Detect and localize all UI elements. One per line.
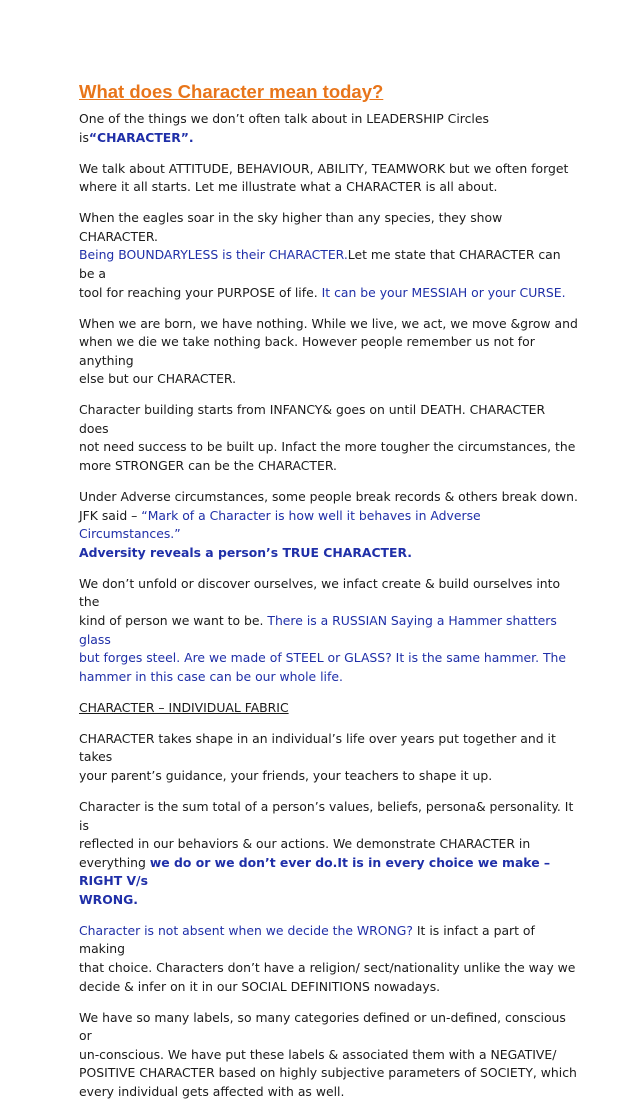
paragraph-labels: We have so many labels, so many categories defined or un-defined, conscious or un-conscious. We have put these labels & associated them with a NEGATIVE/ POSITIVE CHARACTER based on highly subjective parameters of SOCIETY, which every individual gets affected with as well. <box>79 1009 577 1100</box>
page-title: What does Character mean today? <box>79 81 384 102</box>
paragraph-sum-total <box>79 798 578 910</box>
intro-highlight: “CHARACTER”. <box>88 129 194 145</box>
jfk-quote: “Mark of a Character is how well it behaves in Adverse Circumstances.” <box>79 507 481 542</box>
wrong-text: It is infact a part of making that choice. Characters don’t have a religion/ sect/nationality unlike the way we decide & infer on it in our SOCIAL DEFINITIONS nowadays. <box>79 922 576 994</box>
section-heading-fabric: CHARACTER – INDIVIDUAL FABRIC <box>79 699 289 715</box>
unfold-text: We don’t unfold or discover ourselves, we infact create & build ourselves into the kind of person we want to be. <box>79 575 561 628</box>
paragraph-adverse <box>79 488 578 562</box>
paragraph-attitude: We talk about ATTITUDE, BEHAVIOUR, ABILITY, TEAMWORK but we often forget where it all starts. Let me illustrate what a CHARACTER is all about. <box>79 160 569 195</box>
eagles-text: When the eagles soar in the sky higher than any species, they show CHARACTER. <box>79 210 503 244</box>
eagles-highlight-2: It can be your MESSIAH or your CURSE. <box>321 284 566 300</box>
paragraph-eagles <box>79 209 578 302</box>
adverse-text: Under Adverse circumstances, some people break records & others break down. JFK said – <box>79 489 578 523</box>
russian-saying: There is a RUSSIAN Saying a Hammer shatters glass but forges steel. Are we made of STEEL or GLASS? It is the same hammer. The hammer in this case can be our whole life. <box>79 613 567 684</box>
choice-highlight: we do or we don’t ever do.It is in every choice we make – RIGHT V/s WRONG. <box>79 854 551 907</box>
paragraph-intro <box>79 110 578 147</box>
intro-text: One of the things we don’t often talk about in LEADERSHIP Circles is <box>79 111 489 145</box>
eagles-text-2: Let me state that CHARACTER can be a tool for reaching your PURPOSE of life. <box>79 247 561 300</box>
paragraph-born: When we are born, we have nothing. While we live, we act, we move &grow and when we die we take nothing back. However people remember us not for anything else but our CHARACTER. <box>79 315 578 387</box>
paragraph-wrong <box>79 922 578 996</box>
paragraph-building: Character building starts from INFANCY& goes on until DEATH. CHARACTER does not need success to be built up. Infact the more tougher the circumstances, the more STRONGER can be the CHARACTER. <box>79 402 576 474</box>
adversity-highlight: Adversity reveals a person’s TRUE CHARACTER. <box>79 544 412 560</box>
paragraph-shape: CHARACTER takes shape in an individual’s life over years put together and it takes your parent’s guidance, your friends, your teachers to shape it up. <box>79 730 556 783</box>
eagles-highlight: Being BOUNDARYLESS is their CHARACTER. <box>79 247 348 263</box>
sum-total-text: Character is the sum total of a person’s values, beliefs, persona& personality. It is reflected in our behaviors & our actions. We demonstrate CHARACTER in everything <box>79 798 574 870</box>
paragraph-unfold <box>79 575 578 687</box>
wrong-highlight: Character is not absent when we decide the WRONG? <box>79 922 413 938</box>
